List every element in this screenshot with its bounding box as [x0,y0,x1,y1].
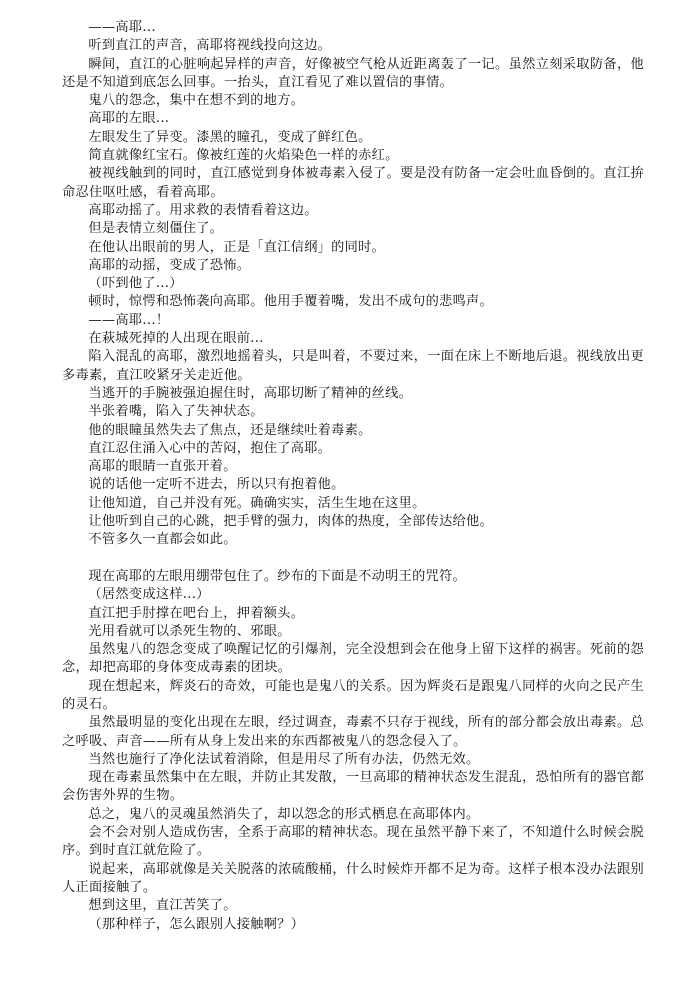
paragraph: ——高耶... [88,20,156,35]
paragraph: 光用看就可以杀死生物的、邪眼。 [88,623,291,639]
paragraph: 当然也施行了净化法试着消除，但是用尽了所有办法，仍然无效。 [88,751,480,767]
paragraph: 直江把手肘撑在吧台上，押着额头。 [88,605,305,621]
paragraph: 总之，鬼八的灵魂虽然消失了，却以怨念的形式栖息在高耶体内。 [88,806,480,822]
paragraph: 会不会对别人造成伤害，全系于高耶的精神状态。现在虽然平静下来了，不知道什么时候会脱序。到时直江就危险了。 [62,825,644,859]
paragraph: 被视线触到的同时，直江感觉到身体被毒素入侵了。要是没有防备一定会吐血昏倒的。直江拚命忍住呕吐感，看着高耶。 [62,166,644,200]
paragraph: 现在高耶的左眼用绷带包住了。纱布的下面是不动明王的咒符。 [88,568,467,584]
paragraph: 他的眼瞳虽然失去了焦点，还是继续吐着毒素。 [88,422,372,438]
paragraph: 听到直江的声音，高耶将视线投向这边。 [88,38,332,54]
section-break [62,550,644,568]
paragraph: 左眼发生了异变。漆黑的瞳孔，变成了鲜红色。 [88,129,372,145]
paragraph: 虽然最明显的变化出现在左眼，经过调查，毒素不只存于视线，所有的部分都会放出毒素。总之呼吸、声音——所有从身上发出来的东西都被鬼八的怨念侵入了。 [62,715,644,749]
paragraph: 高耶的动摇，变成了恐怖。 [88,257,251,273]
paragraph: ——高耶...！ [88,312,170,328]
paragraph: 高耶的左眼... [88,111,170,127]
paragraph: 现在毒素虽然集中在左眼，并防止其发散，一旦高耶的精神状态发生混乱，恐怕所有的器官都会伤害外界的生物。 [62,770,644,804]
paragraph: （居然变成这样...） [88,587,210,603]
paragraph: 高耶动摇了。用求救的表情看着这边。 [88,202,318,218]
paragraph: 让他听到自己的心跳，把手臂的强力，肉体的热度，全部传达给他。 [88,514,494,530]
paragraph: 高耶的眼睛一直张开着。 [88,459,237,475]
paragraph: 说起来，高耶就像是关关脱落的浓硫酸桶，什么时候炸开都不足为奇。这样子根本没办法跟别人正面接触了。 [62,861,644,895]
paragraph: 瞬间，直江的心脏响起异样的声音，好像被空气枪从近距离轰了一记。虽然立刻采取防备，他还是不知道到底怎么回事。一抬头，直江看见了难以置信的事情。 [62,56,644,90]
paragraph: 在他认出眼前的男人，正是「直江信纲」的同时。 [88,239,386,255]
paragraph: 直江忍住涌入心中的苦闷，抱住了高耶。 [88,440,332,456]
paragraph: （那种样子，怎么跟别人接触啊？） [88,916,305,932]
paragraph: 在萩城死掉的人出现在眼前... [88,331,264,347]
paragraph: 但是表情立刻僵住了。 [88,221,224,237]
paragraph: 虽然鬼八的怨念变成了唤醒记忆的引爆剂，完全没想到会在他身上留下这样的祸害。死前的怨念，却把高耶的身体变成毒素的团块。 [62,642,644,676]
paragraph: 不管多久一直都会如此。 [88,532,237,548]
paragraph: 说的话他一定听不进去，所以只有抱着他。 [88,477,345,493]
paragraph: 现在想起来，辉炎石的奇效，可能也是鬼八的关系。因为辉炎石是跟鬼八同样的火向之民产生的灵石。 [62,678,644,712]
paragraph: 顿时，惊愕和恐怖袭向高耶。他用手覆着嘴，发出不成句的悲鸣声。 [88,294,494,310]
paragraph: （吓到他了...） [88,276,183,292]
paragraph: 当逃开的手腕被强迫握住时，高耶切断了精神的丝线。 [88,385,413,401]
paragraph: 鬼八的怨念，集中在想不到的地方。 [88,93,305,109]
paragraph: 陷入混乱的高耶，激烈地摇着头，只是叫着，不要过来，一面在床上不断地后退。视线放出更多毒素，直江咬紧牙关走近他。 [62,349,644,383]
paragraph: 简直就像红宝石。像被红莲的火焰染色一样的赤红。 [88,148,399,164]
paragraph: 让他知道，自己并没有死。确确实实，活生生地在这里。 [88,495,426,511]
paragraph: 想到这里，直江苦笑了。 [88,898,237,914]
paragraph: 半张着嘴，陷入了失神状态。 [88,404,264,420]
